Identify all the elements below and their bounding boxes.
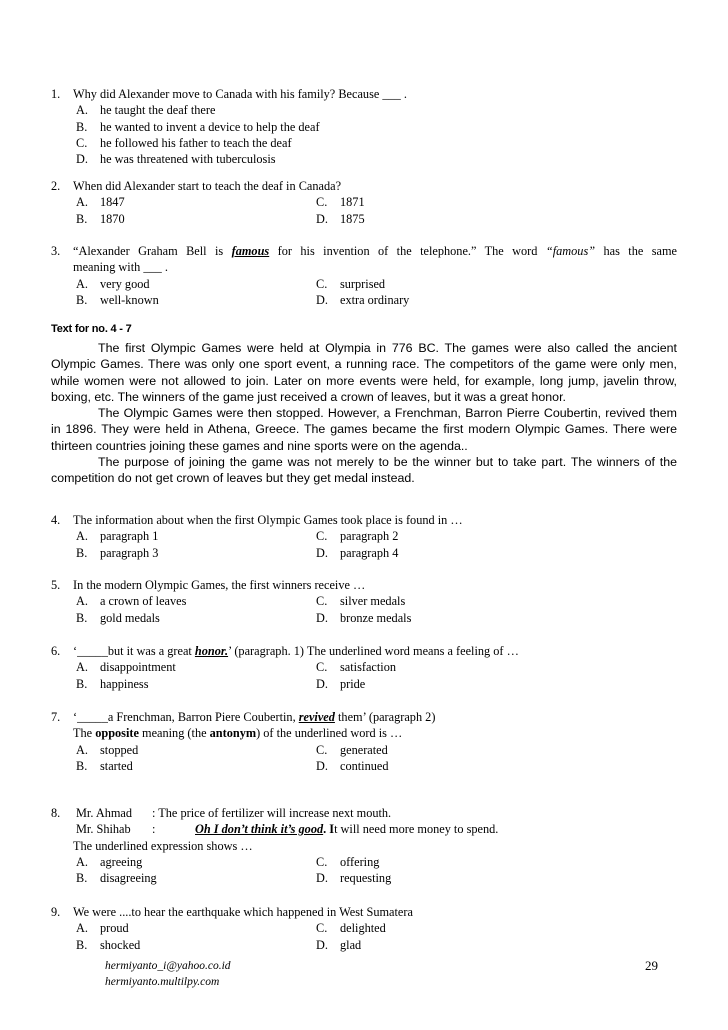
option-letter: D. [316, 545, 328, 560]
speaker-2: Mr. Shihab [76, 822, 131, 837]
option-c: surprised [340, 276, 386, 291]
option-letter: D. [316, 937, 328, 952]
question-4 [51, 512, 681, 561]
question-text-part: “Alexander Graham Bell is [73, 244, 224, 258]
option-letter: B. [76, 676, 88, 691]
option-c: offering [340, 854, 380, 869]
option-c: he followed his father to teach the deaf [100, 135, 292, 150]
option-c: satisfaction [340, 660, 397, 675]
question-text: In the modern Olympic Games, the first winners receive … [73, 578, 366, 592]
question-text-line2: meaning with ___ . [73, 260, 168, 275]
option-d: glad [340, 937, 362, 952]
option-b: happiness [100, 676, 149, 691]
question-text-part: them’ (paragraph 2) [338, 710, 436, 724]
dialogue-line-1: : The price of fertilizer will increase next mouth. [152, 806, 392, 820]
option-letter: A. [76, 594, 88, 609]
question-number: 5. [51, 578, 61, 592]
option-c: silver medals [340, 594, 406, 609]
option-b: 1870 [100, 211, 125, 226]
option-letter: D. [316, 758, 328, 773]
underlined-word: revived [298, 710, 335, 724]
option-letter: B. [76, 758, 88, 773]
footer-email: hermiyanto_i@yahoo.co.id [105, 960, 231, 972]
option-b: paragraph 3 [100, 545, 159, 560]
underlined-word: famous [231, 244, 270, 258]
option-d: he was threatened with tuberculosis [100, 152, 276, 167]
question-text-line2 [51, 725, 681, 741]
question-text-part: ) of the underlined word is … [256, 726, 403, 741]
question-text: When did Alexander start to teach the deaf in Canada? [73, 179, 342, 193]
option-letter: B. [76, 937, 88, 952]
question-text-part: ‘_____a Frenchman, Barron Piere Coubertin, [73, 710, 296, 724]
passage-heading: Text for no. 4 - 7 [51, 323, 132, 335]
option-b: started [100, 758, 133, 773]
question-text: The information about when the first Olympic Games took place is found in … [73, 513, 463, 527]
bold-word: antonym [209, 726, 257, 741]
option-a: he taught the deaf there [100, 103, 216, 118]
option-letter: C. [316, 529, 328, 544]
option-letter: A. [76, 276, 88, 291]
passage-paragraph-3: The purpose of joining the game was not merely to be the winner but to take part. The winners of the competition do not get crown of leaves but they get medal instead. [51, 455, 677, 486]
option-letter: B. [76, 545, 88, 560]
question-3 [51, 243, 677, 308]
question-number: 7. [51, 710, 61, 724]
question-1 [51, 86, 681, 167]
footer-site: hermiyanto.multilpy.com [105, 976, 220, 988]
option-b: gold medals [100, 610, 160, 625]
option-c: delighted [340, 921, 386, 936]
option-a: 1847 [100, 195, 125, 210]
question-number: 2. [51, 179, 61, 193]
question-9 [51, 904, 681, 953]
option-a: disappointment [100, 660, 176, 675]
option-c: 1871 [340, 195, 365, 210]
question-text-part: meaning (the [142, 726, 207, 741]
bold-text: . I [323, 822, 335, 837]
option-letter: D. [316, 211, 328, 226]
option-letter: D. [76, 152, 88, 167]
option-b: shocked [100, 937, 141, 952]
option-letter: B. [76, 610, 88, 625]
option-a: paragraph 1 [100, 529, 159, 544]
option-d: pride [340, 676, 366, 691]
option-letter: A. [76, 660, 88, 675]
question-6 [51, 643, 681, 692]
option-letter: C. [316, 854, 328, 869]
question-number: 4. [51, 513, 61, 527]
quoted-word: “famous” [545, 244, 596, 258]
page-number: 29 [645, 958, 658, 973]
option-d: paragraph 4 [340, 545, 399, 560]
option-letter: A. [76, 103, 88, 118]
question-text-part: has the same [603, 244, 678, 258]
page-footer [105, 958, 231, 990]
option-letter: D. [316, 871, 328, 886]
underlined-expression: Oh I don’t think it’s good [195, 822, 324, 837]
option-c: paragraph 2 [340, 529, 399, 544]
question-number: 9. [51, 905, 61, 919]
question-8 [51, 805, 681, 886]
option-letter: D. [316, 610, 328, 625]
underlined-word: honor. [194, 644, 229, 658]
question-number: 1. [51, 87, 61, 101]
option-letter: D. [316, 676, 328, 691]
option-b: disagreeing [100, 871, 157, 886]
option-letter: B. [76, 871, 88, 886]
passage-paragraph-2: The Olympic Games were then stopped. However, a Frenchman, Barron Pierre Coubertin, revived them in 1896. They were held in Athena, Greece. The games became the first modern Olympic Games. There were thirteen countries joining these games and nine sports were on the agenda.. [51, 406, 677, 453]
question-number: 3. [51, 244, 61, 258]
option-letter: B. [76, 292, 88, 307]
option-letter: A. [76, 195, 88, 210]
option-d: bronze medals [340, 610, 412, 625]
option-c: generated [340, 742, 388, 757]
option-letter: C. [76, 135, 88, 150]
option-letter: D. [316, 292, 328, 307]
option-a: proud [100, 921, 129, 936]
option-d: extra ordinary [340, 292, 410, 307]
option-letter: A. [76, 742, 88, 757]
question-text-part: for his invention of the telephone.” The word [277, 244, 538, 258]
question-text: We were ....to hear the earthquake which happened in West Sumatera [73, 905, 413, 919]
option-a: very good [100, 276, 150, 291]
option-letter: C. [316, 921, 328, 936]
question-text [73, 243, 677, 259]
option-b: he wanted to invent a device to help the deaf [100, 119, 320, 134]
option-letter: C. [316, 195, 328, 210]
option-d: 1875 [340, 211, 365, 226]
question-text-part: The [73, 726, 93, 741]
option-letter: C. [316, 742, 328, 757]
question-5 [51, 577, 681, 626]
option-a: agreeing [100, 854, 143, 869]
option-letter: A. [76, 854, 88, 869]
question-text-part: ’ (paragraph. 1) The underlined word means a feeling of … [228, 644, 519, 658]
question-7 [51, 709, 681, 774]
option-letter: B. [76, 119, 88, 134]
question-text-part: ‘_____but it was a great [73, 644, 192, 658]
question-2 [51, 178, 681, 227]
bold-word: opposite [95, 726, 139, 741]
option-letter: A. [76, 529, 88, 544]
option-a: a crown of leaves [100, 594, 187, 609]
option-b: well-known [100, 292, 159, 307]
option-d: continued [340, 758, 389, 773]
question-text: Why did Alexander move to Canada with his family? Because ___ . [73, 87, 407, 101]
dialogue-colon: : [152, 822, 156, 837]
passage [51, 340, 677, 487]
question-text: The underlined expression shows … [73, 838, 253, 853]
dialogue-line-2: t will need more money to spend. [334, 822, 499, 837]
speaker-1: Mr. Ahmad [76, 806, 133, 820]
option-letter: C. [316, 660, 328, 675]
option-a: stopped [100, 742, 139, 757]
option-letter: B. [76, 211, 88, 226]
option-d: requesting [340, 871, 392, 886]
option-letter: C. [316, 594, 328, 609]
passage-paragraph-1: The first Olympic Games were held at Olympia in 776 BC. The games were also called the ancient Olympic Games. There was only one sport event, a running race. The competitors of the game were only men, while women were not allowed to join. Later on more events were held, for example, long jump, javelin throw, boxing, etc. The winners of the game just received a crown of leaves, but it was a great honor. [51, 341, 677, 404]
option-letter: C. [316, 276, 328, 291]
question-number: 6. [51, 644, 61, 658]
option-letter: A. [76, 921, 88, 936]
question-number: 8. [51, 806, 61, 820]
